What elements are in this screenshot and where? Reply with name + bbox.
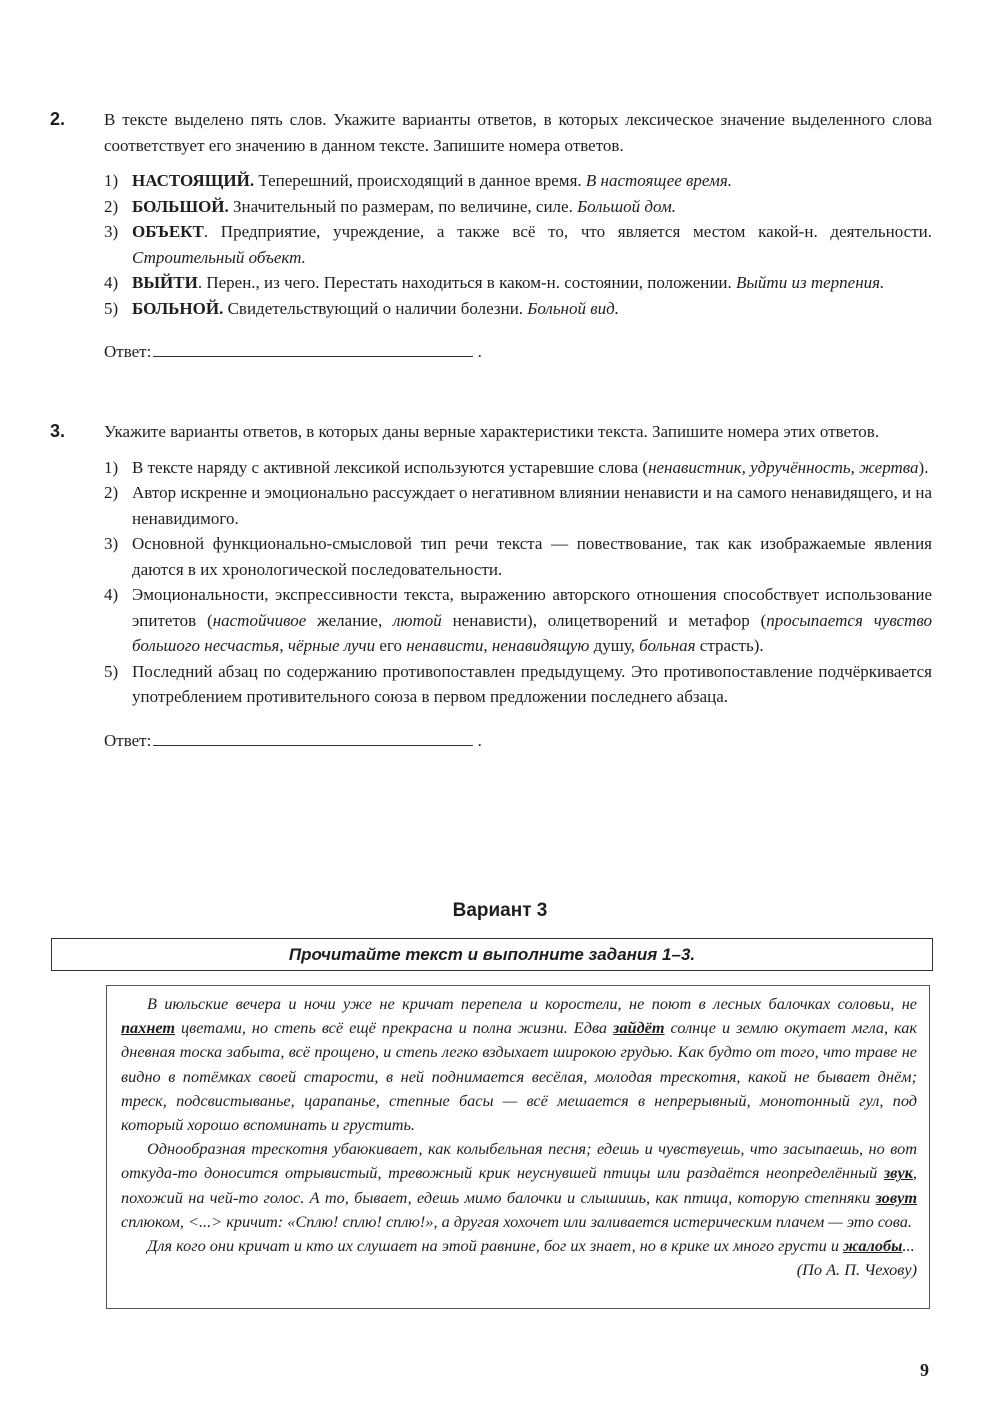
headword: БОЛЬНОЙ.: [132, 298, 224, 318]
task-number: 3.: [50, 421, 66, 441]
text-segment: его: [375, 636, 407, 655]
text-segment: желание,: [306, 610, 394, 630]
text-segment: Для кого они кричат и кто их слушает на этой равнине, бог их знает, но в крике их много грусти и: [147, 1236, 844, 1256]
answer-label: Ответ:: [104, 730, 152, 750]
headword: ВЫЙТИ: [132, 273, 198, 292]
italic-text: ненавидящую: [491, 636, 590, 655]
text-segment: сплюком, <...> кричит: «Сплю! сплю! сплю!», а другая хохочет или заливается истерическим плачем — это сова.: [121, 1211, 912, 1231]
highlighted-word: жалобы: [843, 1236, 903, 1256]
task-2: [50, 107, 932, 365]
text-segment: Автор искренне и эмоционально рассуждает о негативном влиянии ненависти и на самого ненавидящего, и на ненавидимого.: [132, 483, 932, 528]
passage-paragraph: [121, 1137, 917, 1234]
text-segment: В тексте наряду с активной лексикой используются устаревшие слова (: [132, 457, 649, 477]
italic-text: Строительный объект.: [132, 247, 306, 267]
variant-title: Вариант 3: [452, 900, 548, 921]
text-segment: Основной функционально-смысловой тип речи текста — повествование, так как изображаемые явления даются в их хронологической последовательности.: [132, 534, 932, 579]
answer-end: .: [477, 342, 482, 361]
answer-field[interactable]: [104, 339, 932, 365]
task-question: Укажите варианты ответов, в которых даны верные характеристики текста. Запишите номера этих ответов.: [104, 422, 880, 441]
italic-text: Большой дом.: [577, 196, 676, 216]
option-number: 2): [104, 483, 119, 502]
text-segment: Однообразная трескотня убаюкивает, как колыбельная песня; едешь и чувствуешь, что засыпаешь, но вот откуда-то доносится отрывистый, тревожный крик неуснувшей птицы или раздаётся неопределённый: [121, 1139, 917, 1183]
text-segment: В июльские вечера и ночи уже не кричат перепела и коростели, не поют в лесных балочках соловьи, не: [147, 994, 917, 1013]
text-segment: , похожий на чей-то голос. А то, бывает, едешь мимо балочки и слышишь, как птица, которую степняки: [121, 1163, 917, 1207]
highlighted-word: зовут: [875, 1187, 917, 1207]
option-number: 5): [104, 661, 119, 681]
headword: ОБЪЕКТ: [132, 222, 204, 241]
text-segment: Свидетельствующий о наличии болезни.: [223, 298, 528, 318]
reading-passage: [106, 985, 930, 1309]
task-3: [50, 419, 932, 753]
italic-text: больная: [639, 636, 696, 655]
italic-text: ненавистник, удручённость, жертва: [648, 457, 919, 477]
answer-option: [104, 270, 932, 296]
answer-option: [104, 480, 932, 531]
passage-paragraph: [121, 992, 917, 1137]
answer-option: [104, 168, 932, 194]
task-question: В тексте выделено пять слов. Укажите варианты ответов, в которых лексическое значение выделенного слова соответствует его значению в данном тексте. Запишите номера ответов.: [104, 110, 932, 155]
answer-options: [104, 168, 932, 321]
answer-end: .: [477, 730, 482, 750]
italic-text: ненависти: [406, 636, 484, 655]
answer-option: [104, 296, 932, 322]
italic-text: Выйти из терпения.: [736, 273, 885, 292]
italic-text: Больной вид.: [527, 298, 619, 318]
text-segment: ,: [483, 636, 492, 655]
highlighted-word: пахнет: [121, 1018, 176, 1038]
answer-line[interactable]: [153, 729, 473, 746]
italic-text: чёрные лучи: [287, 636, 376, 655]
text-segment: . Перен., из чего. Перестать находиться в каком-н. состоянии, положении.: [197, 273, 737, 292]
option-number: 2): [104, 196, 119, 216]
option-number: 1): [104, 457, 119, 477]
answer-option: [104, 582, 932, 659]
text-segment: душу,: [589, 636, 640, 655]
answer-label: Ответ:: [104, 342, 152, 361]
text-segment: Эмоциональности, экспрессивности текста, выражению авторского отношения способствует использование эпитетов (: [132, 585, 932, 630]
text-segment: ...: [902, 1236, 915, 1256]
answer-option: [104, 531, 932, 582]
option-number: 3): [104, 534, 119, 553]
italic-text: В настоящее время.: [585, 171, 733, 190]
headword: НАСТОЯЩИЙ.: [132, 171, 255, 190]
option-number: 4): [104, 585, 119, 604]
option-number: 5): [104, 298, 119, 318]
text-segment: Теперешний, происходящий в данное время.: [254, 171, 586, 190]
text-segment: Значительный по размерам, по величине, силе.: [228, 196, 578, 216]
passage-paragraph: [121, 1234, 917, 1258]
text-segment: . Предприятие, учреждение, а также всё то, что является местом какой-н. деятельности.: [203, 222, 932, 241]
highlighted-word: зайдёт: [613, 1018, 665, 1038]
text-segment: цветами, но степь всё ещё прекрасна и полна жизни. Едва: [175, 1018, 614, 1038]
option-number: 4): [104, 273, 119, 292]
italic-text: настойчивое: [212, 610, 307, 630]
highlighted-word: звук: [883, 1163, 913, 1183]
text-segment: ,: [279, 636, 288, 655]
italic-text: просыпается чувство большого несчастья: [132, 610, 932, 655]
instruction-box: Прочитайте текст и выполните задания 1–3.: [51, 938, 933, 971]
text-segment: солнце и землю окутает мгла, как дневная тоска забыта, всё прощено, и степь легко вздыхает широкою грудью. Как будто от того, что траве не видно в потёмках своей старости, в ней поднимается весёлая, молодая трескотня, какой не бывает днём; треск, подсвистыванье, царапанье, степные басы — всё мешается в непрерывный, монотонный гул, под который хорошо вспоминать и грустить.: [121, 1018, 918, 1135]
text-segment: ненависти), олицетворений и метафор (: [441, 610, 767, 630]
headword: БОЛЬШОЙ.: [132, 196, 229, 216]
answer-field[interactable]: [104, 728, 932, 754]
page-number: 9: [920, 1360, 929, 1380]
text-segment: Последний абзац по содержанию противопоставлен предыдущему. Это противопоставление подчёркивается употреблением противительного союза в первом предложении последнего абзаца.: [132, 661, 932, 706]
text-segment: ).: [918, 457, 929, 477]
passage-source: (По А. П. Чехову): [796, 1260, 917, 1280]
text-segment: страсть).: [695, 636, 764, 655]
answer-option: [104, 194, 932, 220]
option-number: 1): [104, 171, 119, 190]
answer-option: [104, 455, 932, 481]
answer-line[interactable]: [153, 340, 473, 357]
task-number: 2.: [50, 109, 66, 129]
italic-text: лютой: [393, 610, 442, 630]
answer-option: [104, 219, 932, 270]
answer-option: [104, 659, 932, 710]
option-number: 3): [104, 222, 119, 241]
answer-options: [104, 455, 932, 710]
